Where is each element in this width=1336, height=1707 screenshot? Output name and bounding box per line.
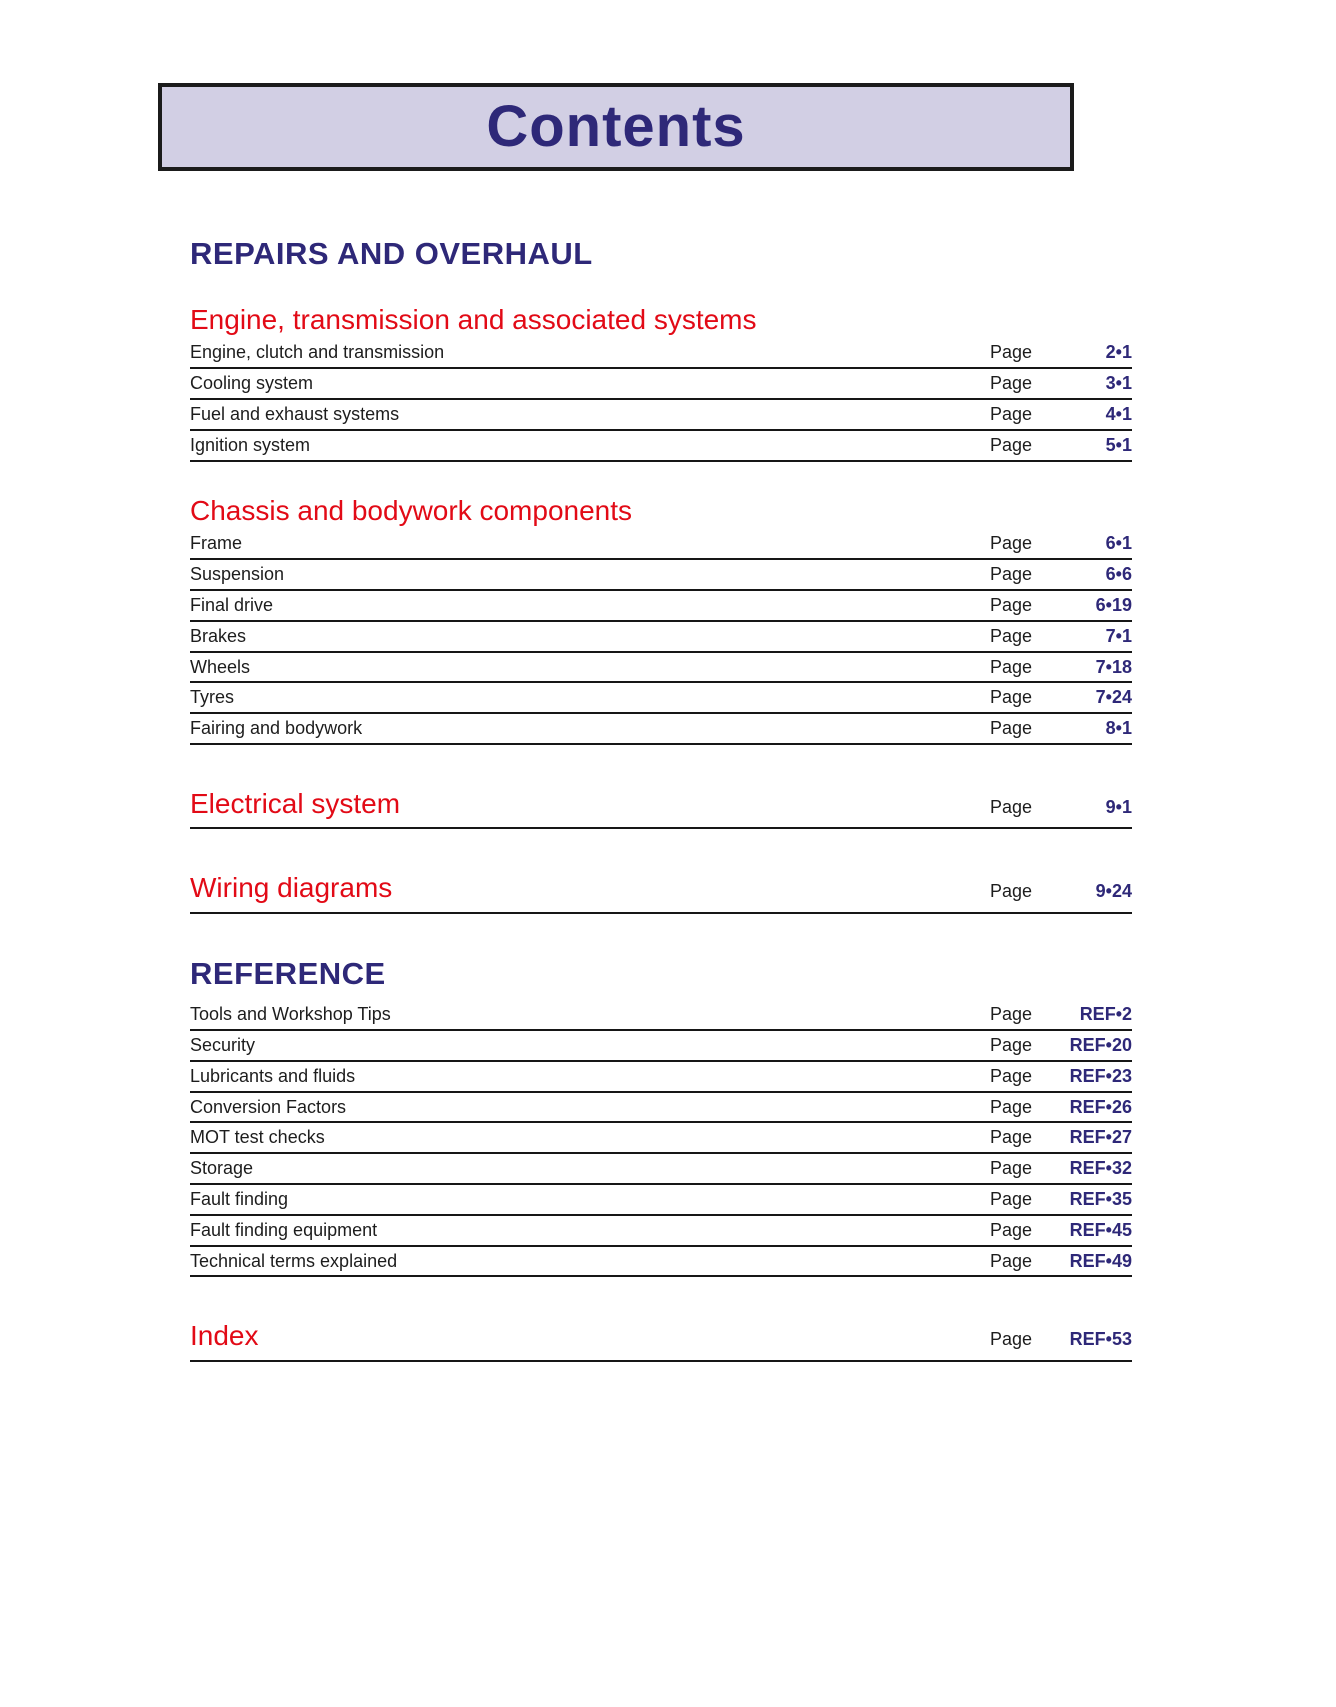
toc-entry-label: Brakes (190, 625, 247, 646)
toc-rows (190, 338, 1132, 461)
page-word: Page (989, 687, 1032, 708)
toc-entry-label: Final drive (190, 594, 274, 615)
section-heading: Wiring diagrams (190, 872, 393, 904)
toc-heading-row (190, 873, 1132, 913)
page-word: Page (989, 625, 1032, 646)
page-word: Page (989, 564, 1032, 585)
page-number: 6•6 (1105, 564, 1132, 585)
page-number: REF•35 (1069, 1189, 1132, 1210)
toc-entry-label: Fault finding equipment (190, 1219, 378, 1240)
toc-entry-label: Tyres (190, 687, 235, 708)
toc-row (190, 683, 1132, 714)
page-word: Page (989, 1065, 1032, 1086)
toc-entry-label: Engine, clutch and transmission (190, 342, 445, 363)
toc-entry-label: Ignition system (190, 434, 311, 455)
toc-row (190, 1216, 1132, 1247)
page-number: 9•1 (1105, 796, 1132, 817)
toc-entry-label: Technical terms explained (190, 1250, 398, 1271)
toc-row (190, 400, 1132, 431)
toc-row (190, 431, 1132, 462)
page-word: Page (989, 1250, 1032, 1271)
page-word: Page (989, 594, 1032, 615)
section-heading: Electrical system (190, 787, 401, 819)
page-number: 6•19 (1095, 594, 1132, 615)
page-number: 2•1 (1105, 342, 1132, 363)
toc-row (190, 560, 1132, 591)
toc-rows (190, 529, 1132, 745)
page-word: Page (989, 434, 1032, 455)
page-number: 3•1 (1105, 373, 1132, 394)
page-number: 4•1 (1105, 403, 1132, 424)
section-heading: Index (190, 1320, 259, 1352)
page-word: Page (989, 533, 1032, 554)
section-heading: Engine, transmission and associated systems (190, 303, 757, 335)
page-number: REF•49 (1069, 1250, 1132, 1271)
page-number: REF•26 (1069, 1096, 1132, 1117)
page-word: Page (989, 1219, 1032, 1240)
toc-row (190, 622, 1132, 653)
toc-row (190, 591, 1132, 622)
page-number: REF•20 (1069, 1035, 1132, 1056)
toc-row (190, 1093, 1132, 1124)
page-word: Page (989, 656, 1032, 677)
page-number: REF•32 (1069, 1158, 1132, 1179)
contents-body (190, 238, 1132, 1362)
page-word: Page (989, 1096, 1032, 1117)
page-word: Page (989, 1329, 1032, 1350)
toc-entry-label: Suspension (190, 564, 285, 585)
toc-row (190, 1062, 1132, 1093)
page-number: 7•18 (1095, 656, 1132, 677)
toc-row (190, 338, 1132, 369)
toc-entry-label: Tools and Workshop Tips (190, 1004, 391, 1025)
contents-title-box (158, 83, 1074, 171)
toc-row (190, 1247, 1132, 1278)
toc-row (190, 1123, 1132, 1154)
toc-row (190, 653, 1132, 684)
page-word: Page (989, 1158, 1032, 1179)
page-title: Contents (486, 94, 746, 159)
toc-heading-row (190, 789, 1132, 829)
toc-row (190, 1031, 1132, 1062)
toc-row (190, 714, 1132, 745)
page-word: Page (989, 881, 1032, 902)
group-heading: REFERENCE (190, 955, 386, 991)
page-number: 9•24 (1095, 881, 1132, 902)
page-number: 6•1 (1105, 533, 1132, 554)
toc-heading-row (190, 1321, 1132, 1361)
page-number: REF•23 (1069, 1065, 1132, 1086)
toc-entry-label: Conversion Factors (190, 1096, 347, 1117)
page-number: REF•27 (1069, 1127, 1132, 1148)
toc-entry-label: Storage (190, 1158, 254, 1179)
page-word: Page (989, 796, 1032, 817)
toc-entry-label: Cooling system (190, 373, 314, 394)
page-number: 7•24 (1095, 687, 1132, 708)
page-word: Page (989, 1127, 1032, 1148)
toc-row (190, 1000, 1132, 1031)
toc-entry-label: MOT test checks (190, 1127, 325, 1148)
page-word: Page (989, 718, 1032, 739)
page-number: REF•2 (1079, 1004, 1132, 1025)
page-number: REF•53 (1069, 1329, 1132, 1350)
toc-rows (190, 1000, 1132, 1277)
toc-entry-label: Fuel and exhaust systems (190, 403, 400, 424)
toc-entry-label: Lubricants and fluids (190, 1065, 356, 1086)
toc-row (190, 369, 1132, 400)
page-word: Page (989, 1004, 1032, 1025)
page-word: Page (989, 403, 1032, 424)
page-number: 5•1 (1105, 434, 1132, 455)
toc-row (190, 529, 1132, 560)
toc-row (190, 1154, 1132, 1185)
toc-row (190, 1185, 1132, 1216)
group-heading: REPAIRS AND OVERHAUL (190, 236, 593, 271)
toc-entry-label: Security (190, 1035, 256, 1056)
page-word: Page (989, 342, 1032, 363)
toc-entry-label: Wheels (190, 656, 251, 677)
section-heading: Chassis and bodywork components (190, 494, 633, 526)
page-number: 8•1 (1105, 718, 1132, 739)
page-word: Page (989, 373, 1032, 394)
page-number: 7•1 (1105, 625, 1132, 646)
toc-entry-label: Fault finding (190, 1189, 289, 1210)
page-word: Page (989, 1189, 1032, 1210)
toc-entry-label: Fairing and bodywork (190, 718, 363, 739)
page-number: REF•45 (1069, 1219, 1132, 1240)
toc-entry-label: Frame (190, 533, 243, 554)
page-word: Page (989, 1035, 1032, 1056)
